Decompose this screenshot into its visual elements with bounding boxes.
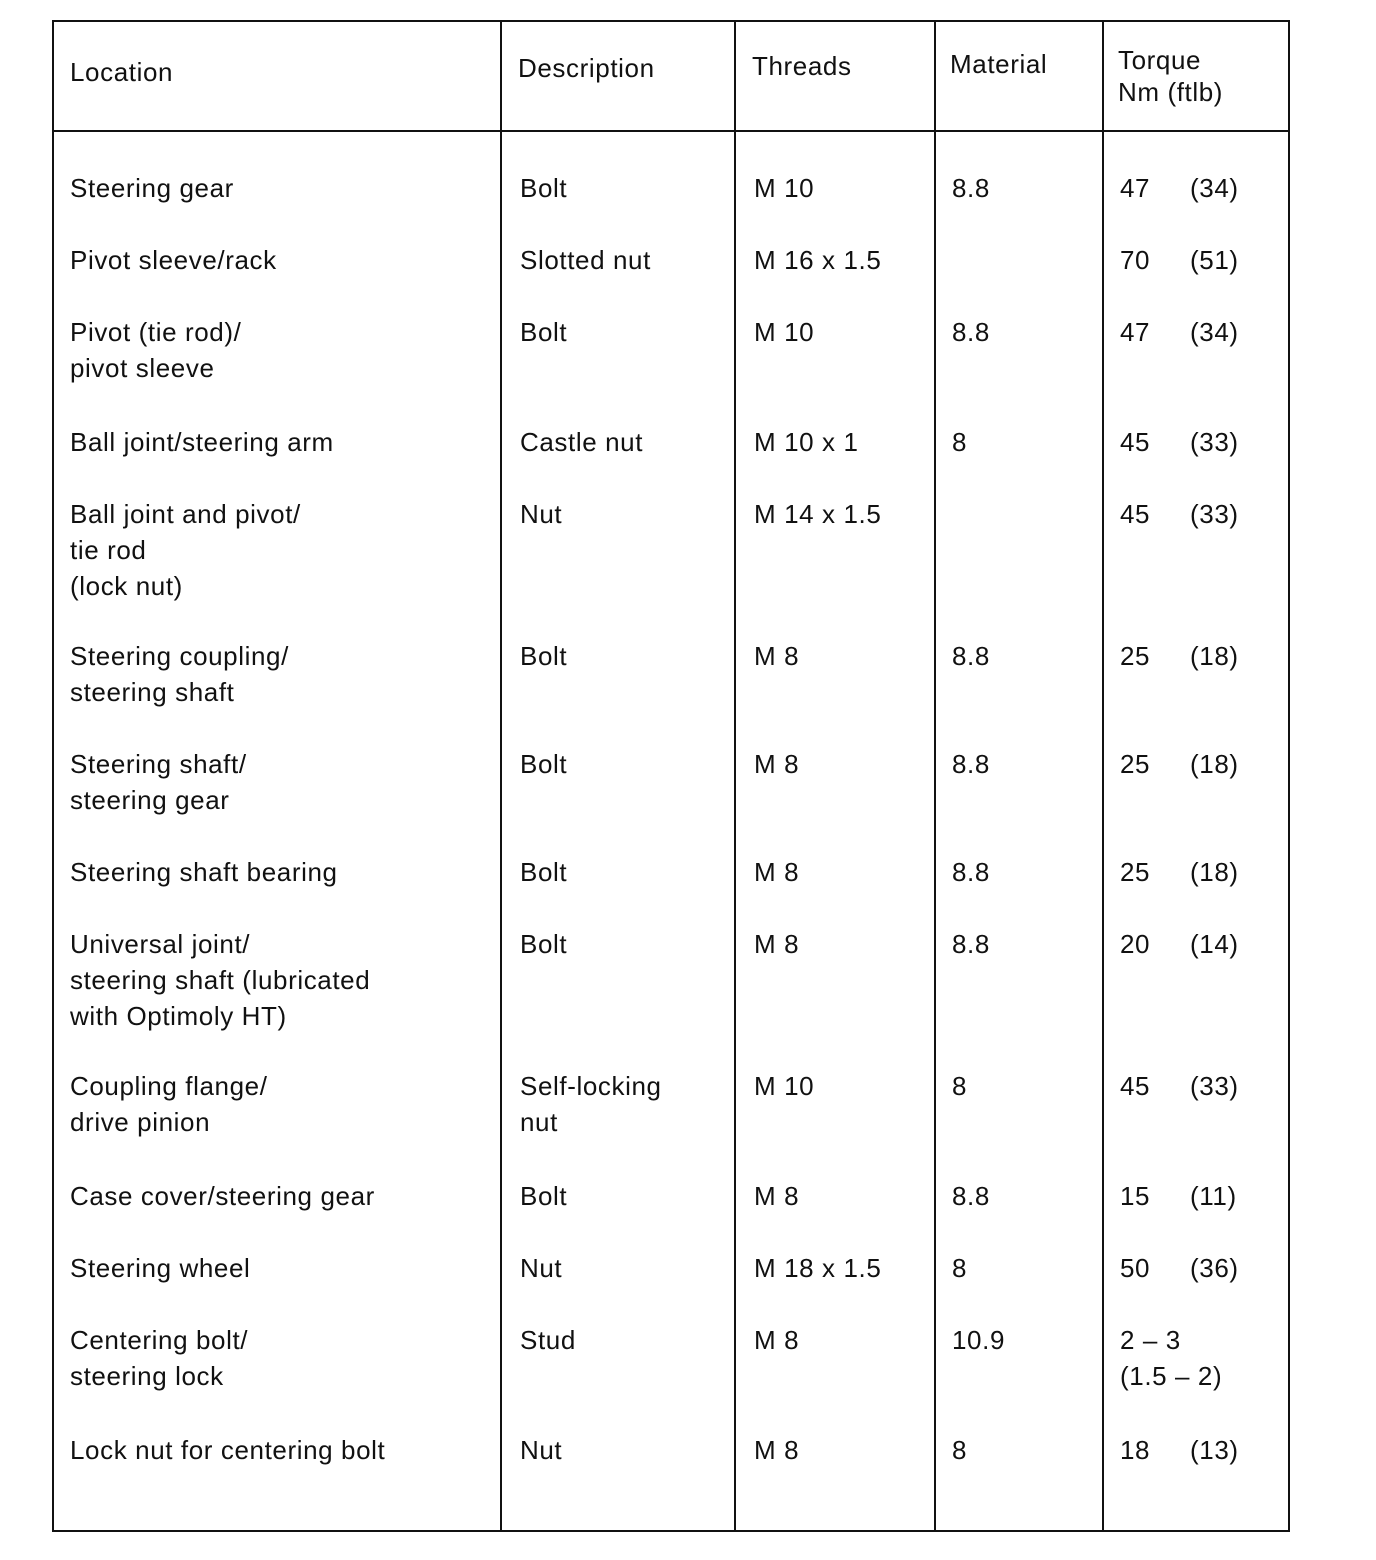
cell-description: Bolt [520, 929, 568, 959]
cell-material: 8 [952, 1435, 968, 1465]
column-divider [934, 22, 936, 1530]
cell-threads: M 10 [754, 317, 815, 347]
torque-ftlb: (18) [1190, 857, 1239, 887]
cell-description: Nut [520, 499, 563, 529]
cell-threads: M 16 x 1.5 [754, 245, 882, 275]
cell-location: Steering shaft/ steering gear [70, 749, 247, 815]
cell-location: Steering shaft bearing [70, 857, 338, 887]
cell-torque [1120, 242, 1239, 278]
torque-ftlb: (11) [1190, 1181, 1237, 1211]
torque-spec-table [52, 20, 1290, 1532]
cell-description: Stud [520, 1325, 576, 1355]
cell-material: 8.8 [952, 929, 990, 959]
column-divider [734, 22, 736, 1530]
header-divider [54, 130, 1288, 132]
torque-nm: 25 [1120, 641, 1151, 671]
cell-description: Bolt [520, 317, 568, 347]
cell-torque [1120, 496, 1239, 532]
cell-threads: M 8 [754, 929, 800, 959]
cell-description: Self-locking nut [520, 1071, 662, 1137]
cell-threads: M 10 [754, 173, 815, 203]
torque-nm: 45 [1120, 499, 1151, 529]
torque-ftlb: (51) [1190, 245, 1239, 275]
cell-material: 8.8 [952, 317, 990, 347]
cell-description: Slotted nut [520, 245, 651, 275]
cell-threads: M 14 x 1.5 [754, 499, 882, 529]
cell-threads: M 8 [754, 1435, 800, 1465]
cell-description: Bolt [520, 749, 568, 779]
cell-location: Pivot sleeve/rack [70, 245, 277, 275]
column-divider [1102, 22, 1104, 1530]
torque-nm: 2 – 3 [1120, 1325, 1181, 1355]
cell-description: Bolt [520, 857, 568, 887]
cell-description: Nut [520, 1435, 563, 1465]
torque-ftlb: (33) [1190, 427, 1239, 457]
torque-nm: 70 [1120, 245, 1151, 275]
cell-description: Nut [520, 1253, 563, 1283]
torque-nm: 20 [1120, 929, 1151, 959]
torque-nm: 15 [1120, 1181, 1151, 1211]
cell-material: 8.8 [952, 173, 990, 203]
cell-torque [1120, 314, 1239, 350]
header-torque: Torque Nm (ftlb) [1118, 45, 1224, 107]
torque-ftlb: (18) [1190, 749, 1239, 779]
torque-ftlb: (33) [1190, 499, 1239, 529]
cell-location: Lock nut for centering bolt [70, 1435, 386, 1465]
cell-threads: M 8 [754, 857, 800, 887]
cell-torque [1120, 638, 1239, 674]
torque-nm: 50 [1120, 1253, 1151, 1283]
cell-torque [1120, 926, 1239, 962]
cell-material: 8 [952, 427, 968, 457]
cell-location: Case cover/steering gear [70, 1181, 375, 1211]
cell-torque [1120, 1322, 1222, 1394]
cell-location: Steering wheel [70, 1253, 251, 1283]
cell-material: 8.8 [952, 749, 990, 779]
header-material: Material [950, 49, 1048, 79]
cell-location: Steering gear [70, 173, 234, 203]
cell-location: Steering coupling/ steering shaft [70, 641, 289, 707]
cell-threads: M 18 x 1.5 [754, 1253, 882, 1283]
cell-torque [1120, 1068, 1239, 1104]
cell-description: Castle nut [520, 427, 644, 457]
torque-ftlb: (33) [1190, 1071, 1239, 1101]
header-threads: Threads [752, 51, 852, 81]
cell-torque [1120, 746, 1239, 782]
torque-ftlb: (14) [1190, 929, 1239, 959]
torque-nm: 45 [1120, 427, 1151, 457]
torque-ftlb: (36) [1190, 1253, 1239, 1283]
torque-ftlb: (34) [1190, 173, 1239, 203]
cell-material: 8 [952, 1071, 968, 1101]
cell-material: 8 [952, 1253, 968, 1283]
cell-location: Universal joint/ steering shaft (lubricated with Optimoly HT) [70, 929, 371, 1031]
torque-nm: 47 [1120, 173, 1151, 203]
torque-nm: 45 [1120, 1071, 1151, 1101]
cell-description: Bolt [520, 173, 568, 203]
cell-description: Bolt [520, 1181, 568, 1211]
cell-location: Coupling flange/ drive pinion [70, 1071, 268, 1137]
header-location: Location [70, 57, 174, 87]
torque-ftlb: (13) [1190, 1435, 1239, 1465]
torque-nm: 47 [1120, 317, 1151, 347]
torque-nm: 25 [1120, 857, 1151, 887]
cell-location: Ball joint/steering arm [70, 427, 334, 457]
cell-threads: M 10 x 1 [754, 427, 859, 457]
cell-torque [1120, 1178, 1237, 1214]
torque-nm: 18 [1120, 1435, 1151, 1465]
cell-threads: M 8 [754, 641, 800, 671]
cell-threads: M 10 [754, 1071, 815, 1101]
cell-material: 8.8 [952, 1181, 990, 1211]
cell-location: Pivot (tie rod)/ pivot sleeve [70, 317, 242, 383]
cell-torque [1120, 424, 1239, 460]
cell-torque [1120, 854, 1239, 890]
cell-threads: M 8 [754, 749, 800, 779]
torque-nm: 25 [1120, 749, 1151, 779]
torque-ftlb: (18) [1190, 641, 1239, 671]
cell-description: Bolt [520, 641, 568, 671]
column-divider [500, 22, 502, 1530]
cell-torque [1120, 1250, 1239, 1286]
cell-threads: M 8 [754, 1181, 800, 1211]
cell-threads: M 8 [754, 1325, 800, 1355]
torque-ftlb: (34) [1190, 317, 1239, 347]
cell-material: 8.8 [952, 857, 990, 887]
cell-torque [1120, 170, 1239, 206]
cell-material: 10.9 [952, 1325, 1006, 1355]
cell-location: Ball joint and pivot/ tie rod (lock nut) [70, 499, 301, 601]
cell-torque [1120, 1432, 1239, 1468]
torque-ftlb: (1.5 – 2) [1120, 1361, 1223, 1391]
cell-location: Centering bolt/ steering lock [70, 1325, 249, 1391]
cell-material: 8.8 [952, 641, 990, 671]
header-description: Description [518, 53, 655, 83]
